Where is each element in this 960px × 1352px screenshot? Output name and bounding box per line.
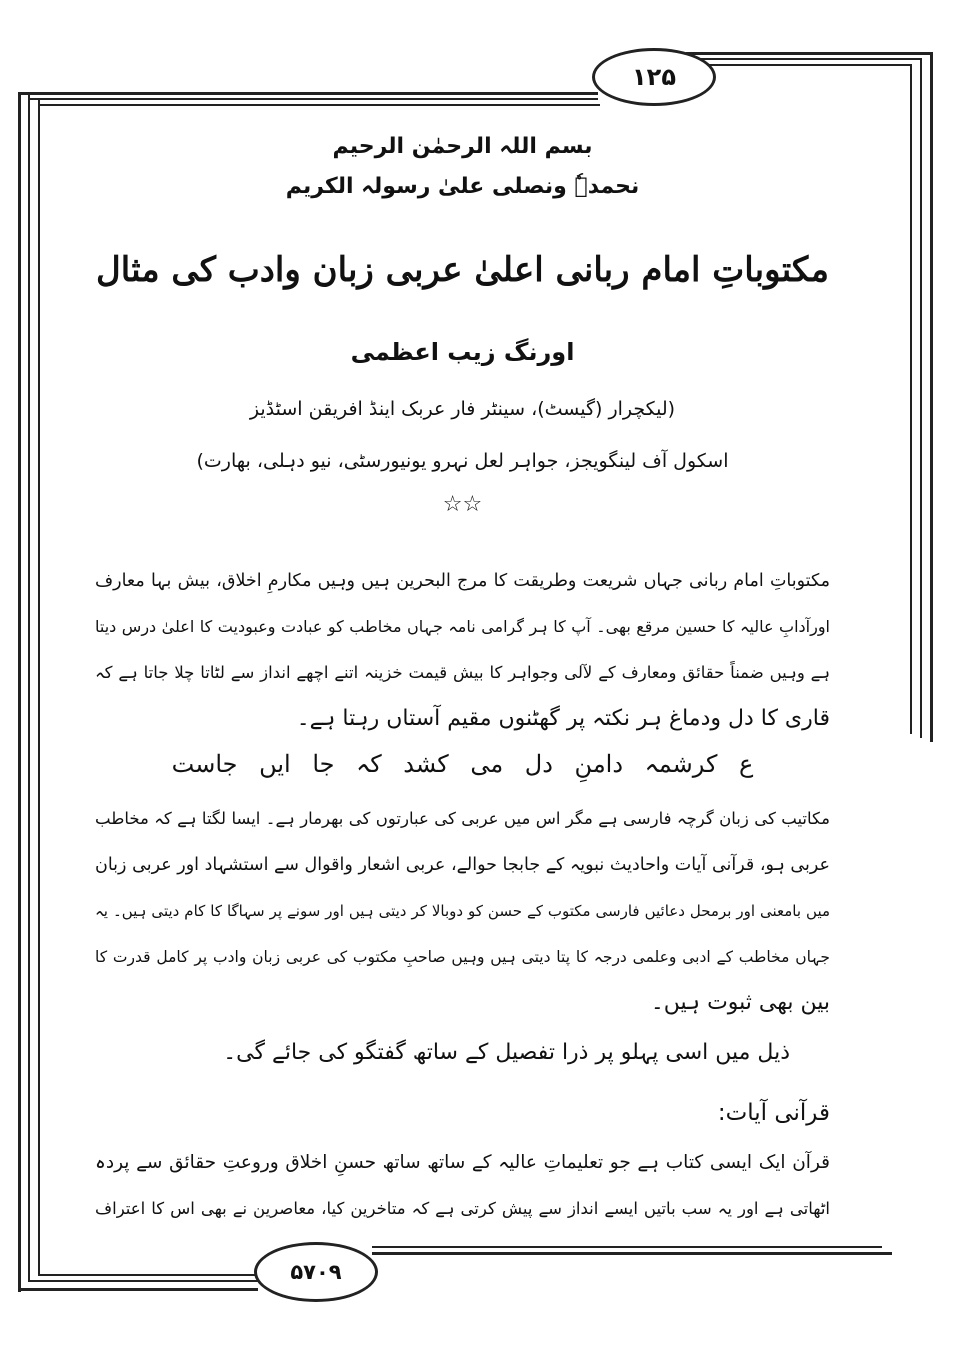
- text-line: مکتوباتِ امام ربانی جہاں شریعت وطریقت کا مرج البحرین ہیں وہیں مکارمِ اخلاق، بیش بہا معارف: [95, 571, 830, 591]
- text-line: جہاں مخاطب کے ادبی وعلمی درجہ کا پتا دیتی ہیں وہیں صاحبِ مکتوب کی عربی زبان وادب پر کامل قدرت کا: [95, 948, 830, 966]
- text-line: ہے وہیں ضمناً حقائق ومعارف کے لآلی وجواہر کا بیش قیمت خزینہ اتنے اچھے انداز سے لٹاتا چلا جاتا ہے کہ: [95, 663, 830, 682]
- journal-number: ۵۷۰۹: [290, 1260, 342, 1284]
- header-block: [95, 128, 830, 528]
- section-heading: قرآنی آیات:: [717, 1100, 830, 1126]
- text-line: قرآن ایک ایسی کتاب ہے جو تعلیماتِ عالیہ کے ساتھ ساتھ حسنِ اخلاق وروعتِ حقائق سے پردہ: [95, 1152, 830, 1173]
- page-number-oval: [592, 48, 716, 106]
- text-line: قاری کا دل ودماغ ہر نکتہ پر گھٹنوں مقیم آستاں رہتا ہے۔: [296, 706, 830, 731]
- text-line: اورآدابِ عالیہ کا حسین مرقع بھی۔ آپ کا ہر گرامی نامہ جہاں مخاطب کو عبادت وعبودیت کا اعلیٰ درس دیتا: [95, 617, 830, 636]
- author-name: اورنگ زیب اعظمی: [350, 338, 575, 366]
- text-line: میں بامعنی اور برمحل دعائیں فارسی مکتوب کے حسن کو دوبالا کر دیتی ہیں اور سونے پر سہاگا کا کام دیتی ہیں۔ یہ: [95, 902, 830, 920]
- text-line: عربی ہو، قرآنی آیات واحادیث نبویہ کے جابجا حوالے، عربی اشعار واقوال سے استشہاد اور عربی زبان: [95, 855, 830, 875]
- text-line: ذیل میں اسی پہلو پر ذرا تفصیل کے ساتھ گفتگو کی جائے گی۔: [223, 1040, 790, 1065]
- journal-number-oval: [254, 1242, 378, 1302]
- article-title: مکتوباتِ امام ربانی اعلیٰ عربی زبان وادب کی مثال: [96, 250, 829, 290]
- author-affiliation: اسکول آف لینگویجز، جواہر لعل نہرو یونیورسٹی، نیو دہلی، بھارت): [196, 450, 729, 472]
- author-position: (لیکچرار (گیسٹ)، سینٹر فار عربک اینڈ افریقن اسٹڈیز: [249, 398, 676, 420]
- page-number: ۱۲۵: [632, 63, 676, 91]
- persian-verse: ع کرشمہ دامنِ دل می کشد کہ جا ایں جاست: [171, 750, 754, 778]
- salutation-line: نحمدہٗ ونصلی علیٰ رسولہ الکریم: [285, 174, 640, 199]
- text-line: مکاتیب کی زبان گرچہ فارسی ہے مگر اس میں عربی کی عبارتوں کی بھرمار ہے۔ ایسا لگتا ہے کہ مخاطب: [95, 809, 830, 828]
- star-separator: ☆☆: [442, 492, 483, 517]
- text-line: بین بھی ثبوت ہیں۔: [650, 990, 830, 1015]
- text-line: اٹھاتی ہے اور یہ سب باتیں ایسے انداز سے پیش کرتی ہے کہ متاخرین کیا، معاصرین نے بھی اس کا اعتراف: [95, 1199, 830, 1218]
- bismillah-line: بسم اللہ الرحمٰن الرحیم: [332, 134, 593, 159]
